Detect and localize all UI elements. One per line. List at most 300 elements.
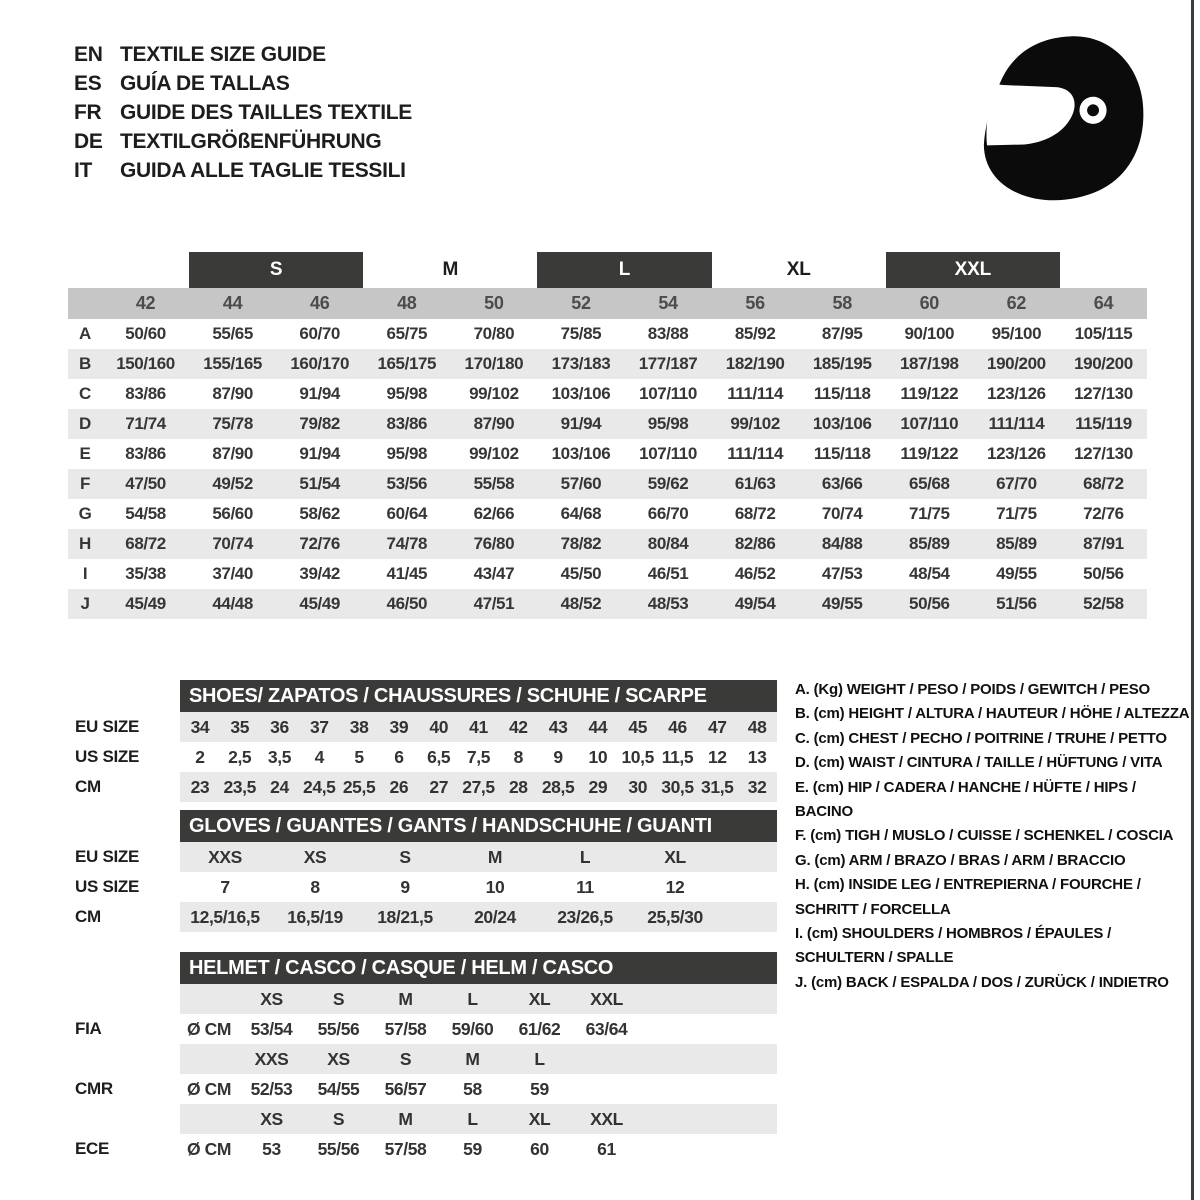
size-cell: 37/40 <box>212 564 253 583</box>
size-cell: 39/42 <box>299 564 340 583</box>
size-cell: 65/68 <box>909 474 950 493</box>
value-cell: 16,5/19 <box>287 906 343 927</box>
row-label-cmr: CMR <box>75 1079 113 1098</box>
value-cell: 10,5 <box>621 746 654 767</box>
size-cell: 56/60 <box>212 504 253 523</box>
value-cell: 6 <box>394 746 404 767</box>
size-cell: 70/74 <box>821 504 863 523</box>
value-cell: 31,5 <box>701 776 734 797</box>
helmet-cell: 58 <box>463 1078 482 1099</box>
size-cell: 35/38 <box>125 564 166 583</box>
size-cell: 85/92 <box>734 324 776 343</box>
language-title: TEXTILE SIZE GUIDE <box>120 42 326 66</box>
size-cell: 57/60 <box>560 474 602 493</box>
row-label-J: J <box>80 594 90 613</box>
value-cell: XXS <box>208 846 242 867</box>
size-cell: 48/52 <box>560 594 602 613</box>
size-cell: 46/50 <box>386 594 428 613</box>
size-cell: 87/90 <box>212 444 253 463</box>
helmet-size-label: XL <box>528 988 551 1009</box>
helmet-size-label: L <box>467 1108 478 1129</box>
value-cell: 37 <box>309 716 329 737</box>
legend-item-G: G. (cm) ARM / BRAZO / BRAS / ARM / BRACCIO <box>795 851 1126 869</box>
helmet-size-label: XXL <box>590 988 623 1009</box>
size-cell: 70/74 <box>212 534 253 553</box>
table-row <box>75 742 777 772</box>
measurement-row-B <box>68 349 1147 379</box>
value-cell: 30,5 <box>661 776 694 797</box>
helmet-cell: 61/62 <box>518 1018 561 1039</box>
size-cell: 72/76 <box>299 534 340 553</box>
size-cell: 107/110 <box>900 414 959 433</box>
size-cell: 66/70 <box>647 504 689 523</box>
measurement-row-H <box>68 529 1147 559</box>
size-cell: 51/56 <box>996 594 1037 613</box>
size-cell: 185/195 <box>812 354 872 373</box>
helmet-cell: 59 <box>463 1138 482 1159</box>
corner-cell <box>68 288 102 319</box>
helmet-cell: 59 <box>530 1078 549 1099</box>
measurement-row-D <box>68 409 1147 439</box>
size-cell: 59/62 <box>647 474 689 493</box>
language-code: FR <box>74 100 102 124</box>
legend-item-J: J. (cm) BACK / ESPALDA / DOS / ZURÜCK / INDIETRO <box>795 973 1169 991</box>
size-cell: 173/183 <box>551 354 611 373</box>
language-title: GUÍA DE TALLAS <box>120 71 290 95</box>
size-cell: 84/88 <box>821 534 863 553</box>
value-cell: 23 <box>190 776 210 797</box>
language-code: EN <box>74 42 103 66</box>
size-cell: 190/200 <box>1074 354 1133 373</box>
helmet-size-label: XXS <box>254 1048 289 1069</box>
value-cell: 40 <box>429 716 449 737</box>
value-cell: 23/26,5 <box>557 906 613 927</box>
size-column-52: 52 <box>571 293 591 313</box>
diameter-unit-label: Ø CM <box>186 1078 232 1099</box>
value-cell: 7 <box>220 876 230 897</box>
table-row <box>75 872 777 902</box>
value-cell: 3,5 <box>267 746 292 767</box>
helmet-value-row <box>75 1134 777 1164</box>
helmet-size-label: XS <box>327 1048 350 1069</box>
value-cell: 12 <box>707 746 727 767</box>
measurement-row-J <box>68 589 1147 619</box>
value-cell: 9 <box>553 746 563 767</box>
size-column-42: 42 <box>135 293 156 313</box>
size-cell: 41/45 <box>386 564 428 583</box>
size-cell: 190/200 <box>987 354 1046 373</box>
value-cell: S <box>399 846 411 867</box>
size-cell: 70/80 <box>473 324 515 343</box>
size-cell: 67/70 <box>996 474 1037 493</box>
size-column-64: 64 <box>1093 293 1114 313</box>
row-label-eu-size: EU SIZE <box>75 847 140 866</box>
row-label-A: A <box>79 324 91 343</box>
row-label-empty <box>75 984 180 1014</box>
size-cell: 61/63 <box>734 474 776 493</box>
size-cell: 53/56 <box>386 474 428 493</box>
value-cell: M <box>487 846 503 867</box>
size-cell: 83/86 <box>125 444 166 463</box>
value-cell: 42 <box>508 716 528 737</box>
legend-item-H: H. (cm) INSIDE LEG / ENTREPIERNA / FOURCHE / <box>795 876 1141 894</box>
measurement-row-G <box>68 499 1147 529</box>
size-cell: 76/80 <box>473 534 515 553</box>
row-label-E: E <box>79 444 91 463</box>
helmet-values <box>180 1074 777 1104</box>
helmet-size-labels <box>180 984 777 1014</box>
value-cell: 12,5/16,5 <box>190 906 260 927</box>
row-label-us-size: US SIZE <box>75 747 140 766</box>
size-cell: 82/86 <box>734 534 776 553</box>
size-cell: 50/60 <box>125 324 166 343</box>
size-cell: 49/55 <box>821 594 863 613</box>
unit-spacer <box>180 1049 238 1070</box>
size-cell: 45/50 <box>560 564 602 583</box>
size-cell: 85/89 <box>996 534 1037 553</box>
helmet-size-label: XS <box>260 988 283 1009</box>
size-column-46: 46 <box>309 293 330 313</box>
size-cell: 187/198 <box>899 354 959 373</box>
value-cell: 34 <box>190 716 210 737</box>
row-label-cm: CM <box>75 777 101 796</box>
value-cell: 9 <box>400 876 410 897</box>
size-cell: 91/94 <box>560 414 602 433</box>
size-cell: 150/160 <box>116 354 175 373</box>
helmet-cell: 63/64 <box>585 1018 628 1039</box>
size-cell: 50/56 <box>1083 564 1124 583</box>
size-cell: 48/54 <box>909 564 950 583</box>
size-columns-row <box>68 288 1147 319</box>
helmet-size-label: M <box>398 1108 413 1129</box>
table-row <box>75 902 777 932</box>
helmet-size-label: S <box>399 1048 412 1069</box>
size-cell: 115/118 <box>813 444 871 463</box>
language-title: GUIDA ALLE TAGLIE TESSILI <box>120 158 406 182</box>
helmet-size-label: L <box>534 1048 545 1069</box>
size-column-56: 56 <box>745 293 765 313</box>
value-cell: 10 <box>588 746 608 767</box>
value-cell: 26 <box>389 776 409 797</box>
size-cell: 45/49 <box>125 594 166 613</box>
size-cell: 58/62 <box>299 504 340 523</box>
size-group-L: L <box>537 252 711 288</box>
helmet-cell: 53/54 <box>250 1018 293 1039</box>
row-values <box>180 842 777 872</box>
size-cell: 119/122 <box>900 444 959 463</box>
size-cell: 71/75 <box>996 504 1037 523</box>
size-cell: 47/51 <box>473 594 515 613</box>
size-cell: 115/119 <box>1075 414 1132 433</box>
language-code: IT <box>74 158 93 182</box>
value-cell: 12 <box>665 876 685 897</box>
size-cell: 68/72 <box>734 504 776 523</box>
legend-item-C: C. (cm) CHEST / PECHO / POITRINE / TRUHE / PETTO <box>795 729 1167 747</box>
measurement-row-C <box>68 379 1147 409</box>
value-cell: 43 <box>548 716 568 737</box>
value-cell: 23,5 <box>223 776 256 797</box>
size-column-44: 44 <box>222 293 243 313</box>
helmet-cell: 60 <box>530 1138 549 1159</box>
value-cell: 25,5 <box>342 776 376 797</box>
size-cell: 165/175 <box>377 354 437 373</box>
legend-item-D: D. (cm) WAIST / CINTURA / TAILLE / HÜFTUNG / VITA <box>795 754 1163 772</box>
helmet-size-header-row <box>75 1104 777 1134</box>
measurement-row-I <box>68 559 1147 589</box>
value-cell: 44 <box>588 716 608 737</box>
value-cell: 25,5/30 <box>647 906 703 927</box>
row-label-empty <box>75 1044 180 1074</box>
row-label-eu-size: EU SIZE <box>75 717 140 736</box>
measurement-row-F <box>68 469 1147 499</box>
size-cell: 123/126 <box>987 444 1046 463</box>
value-cell: 27 <box>429 776 449 797</box>
size-cell: 105/115 <box>1074 324 1133 343</box>
helmet-table-title: HELMET / CASCO / CASQUE / HELM / CASCO <box>180 952 777 984</box>
helmet-values <box>180 1134 777 1164</box>
helmet-size-label: XS <box>260 1108 283 1129</box>
helmet-cell: 55/56 <box>317 1018 360 1039</box>
helmet-cell: 54/55 <box>317 1078 360 1099</box>
size-cell: 95/100 <box>991 324 1042 343</box>
language-row <box>74 98 412 127</box>
language-title: GUIDE DES TAILLES TEXTILE <box>120 100 412 124</box>
gloves-size-table <box>75 810 777 932</box>
unit-spacer <box>180 989 238 1010</box>
row-values <box>180 772 777 802</box>
size-cell: 55/65 <box>212 324 253 343</box>
size-cell: 95/98 <box>647 414 689 433</box>
size-cell: 50/56 <box>909 594 950 613</box>
row-values <box>180 742 777 772</box>
helmet-size-label: XL <box>528 1108 551 1129</box>
helmet-cell: 52/53 <box>250 1078 293 1099</box>
size-cell: 103/106 <box>551 384 611 403</box>
textile-size-table <box>68 252 1147 619</box>
value-cell: 2,5 <box>228 746 252 767</box>
size-cell: 127/130 <box>1074 384 1133 403</box>
helmet-size-header-row <box>75 1044 777 1074</box>
size-cell: 99/102 <box>469 384 519 403</box>
size-cell: 182/190 <box>725 354 785 373</box>
size-cell: 85/89 <box>909 534 950 553</box>
size-cell: 91/94 <box>299 384 340 403</box>
row-label-ece: ECE <box>75 1139 110 1158</box>
language-row <box>74 156 412 185</box>
size-cell: 83/88 <box>647 324 689 343</box>
legend-item-I-cont: SCHULTERN / SPALLE <box>795 949 954 967</box>
helmet-size-header-row <box>75 984 777 1014</box>
size-cell: 87/90 <box>212 384 253 403</box>
helmet-values <box>180 1014 777 1044</box>
helmet-size-labels <box>180 1104 777 1134</box>
size-cell: 111/114 <box>727 384 784 403</box>
size-group-row <box>68 252 1147 288</box>
size-cell: 160/170 <box>290 354 350 373</box>
size-group-M: M <box>442 259 459 280</box>
shoes-size-table <box>75 680 777 802</box>
value-cell: 35 <box>230 716 250 737</box>
row-label-D: D <box>79 414 91 433</box>
helmet-size-label: S <box>332 1108 345 1129</box>
language-code: ES <box>74 71 102 95</box>
value-cell: XL <box>664 846 686 867</box>
row-label-B: B <box>79 354 91 373</box>
size-cell: 83/86 <box>386 414 428 433</box>
helmet-size-table <box>75 952 777 1164</box>
size-cell: 115/118 <box>813 384 871 403</box>
size-cell: 155/165 <box>203 354 262 373</box>
size-cell: 87/95 <box>821 324 863 343</box>
size-cell: 91/94 <box>299 444 340 463</box>
value-cell: 24 <box>270 776 289 797</box>
row-label-F: F <box>80 474 90 493</box>
value-cell: 24,5 <box>303 776 336 797</box>
size-cell: 64/68 <box>560 504 602 523</box>
size-cell: 68/72 <box>1083 474 1124 493</box>
size-cell: 47/50 <box>125 474 166 493</box>
row-label-H: H <box>79 534 91 553</box>
value-cell: 29 <box>588 776 608 797</box>
measurement-row-E <box>68 439 1147 469</box>
size-cell: 71/75 <box>909 504 950 523</box>
size-cell: 75/85 <box>560 324 602 343</box>
helmet-cell: 56/57 <box>384 1078 427 1099</box>
size-cell: 45/49 <box>299 594 340 613</box>
size-cell: 44/48 <box>212 594 253 613</box>
size-cell: 68/72 <box>125 534 166 553</box>
helmet-size-labels <box>180 1044 777 1074</box>
size-cell: 99/102 <box>469 444 519 463</box>
value-cell: 6,5 <box>427 746 451 767</box>
language-row <box>74 127 412 156</box>
size-cell: 123/126 <box>987 384 1046 403</box>
size-cell: 83/86 <box>125 384 166 403</box>
size-cell: 95/98 <box>386 384 428 403</box>
measurement-row-A <box>68 319 1147 349</box>
value-cell: XS <box>303 846 327 867</box>
size-group-XXL: XXL <box>886 252 1060 288</box>
table-row <box>75 712 777 742</box>
shoes-table-title: SHOES/ ZAPATOS / CHAUSSURES / SCHUHE / SCARPE <box>180 680 777 712</box>
value-cell: 32 <box>747 776 767 797</box>
size-cell: 65/75 <box>386 324 428 343</box>
size-cell: 49/52 <box>212 474 253 493</box>
value-cell: 30 <box>628 776 648 797</box>
size-column-50: 50 <box>484 293 504 313</box>
helmet-cell: 57/58 <box>384 1138 427 1159</box>
helmet-value-row <box>75 1014 777 1044</box>
row-values <box>180 872 777 902</box>
size-column-54: 54 <box>658 293 678 313</box>
size-column-62: 62 <box>1006 293 1027 313</box>
size-column-48: 48 <box>397 293 417 313</box>
size-cell: 55/58 <box>473 474 515 493</box>
value-cell: 46 <box>668 716 687 737</box>
helmet-cell: 61 <box>597 1138 616 1159</box>
value-cell: 28 <box>508 776 528 797</box>
size-cell: 170/180 <box>464 354 524 373</box>
legend-item-A: A. (Kg) WEIGHT / PESO / POIDS / GEWITCH / PESO <box>795 681 1150 698</box>
helmet-cell: 59/60 <box>451 1018 494 1039</box>
helmet-size-label: M <box>398 988 413 1009</box>
size-cell: 63/66 <box>821 474 863 493</box>
helmet-cell: 57/58 <box>384 1018 427 1039</box>
value-cell: 39 <box>389 716 409 737</box>
size-cell: 78/82 <box>560 534 602 553</box>
size-cell: 111/114 <box>727 444 784 463</box>
size-cell: 107/110 <box>639 384 697 403</box>
value-cell: 8 <box>310 876 320 897</box>
row-values <box>180 902 777 932</box>
value-cell: L <box>579 846 591 867</box>
size-cell: 49/54 <box>734 594 776 613</box>
row-label-C: C <box>79 384 91 403</box>
value-cell: 2 <box>195 746 205 767</box>
value-cell: 10 <box>485 876 505 897</box>
size-cell: 103/106 <box>551 444 611 463</box>
size-group-XL: XL <box>786 259 811 280</box>
value-cell: 4 <box>314 746 324 767</box>
row-label-cm: CM <box>75 907 101 926</box>
size-group-S: S <box>189 252 363 288</box>
value-cell: 11,5 <box>661 746 694 767</box>
size-cell: 48/53 <box>647 594 689 613</box>
size-cell: 43/47 <box>473 564 515 583</box>
size-cell: 54/58 <box>125 504 166 523</box>
size-cell: 103/106 <box>812 414 872 433</box>
value-cell: 8 <box>513 746 523 767</box>
language-title: TEXTILGRÖßENFÜHRUNG <box>120 129 382 153</box>
unit-spacer <box>180 1109 238 1130</box>
value-cell: 41 <box>469 716 488 737</box>
value-cell: 38 <box>349 716 369 737</box>
gloves-table-title: GLOVES / GUANTES / GANTS / HANDSCHUHE / GUANTI <box>180 810 777 842</box>
size-cell: 80/84 <box>647 534 689 553</box>
size-cell: 177/187 <box>638 354 698 373</box>
size-cell: 72/76 <box>1083 504 1124 523</box>
value-cell: 45 <box>628 716 648 737</box>
size-cell: 119/122 <box>900 384 959 403</box>
size-cell: 75/78 <box>212 414 253 433</box>
helmet-size-label: XXL <box>590 1108 623 1129</box>
row-label-G: G <box>78 504 92 523</box>
legend-item-I: I. (cm) SHOULDERS / HOMBROS / ÉPAULES / <box>795 925 1112 943</box>
size-cell: 51/54 <box>299 474 340 493</box>
legend-item-H-cont: SCHRITT / FORCELLA <box>795 900 951 918</box>
helmet-size-label: S <box>332 988 345 1009</box>
size-cell: 49/55 <box>996 564 1037 583</box>
value-cell: 47 <box>707 716 727 737</box>
value-cell: 20/24 <box>474 906 516 927</box>
value-cell: 18/21,5 <box>377 906 433 927</box>
value-cell: 27,5 <box>462 776 495 797</box>
language-title-list <box>74 40 412 185</box>
value-cell: 48 <box>747 716 767 737</box>
value-cell: 36 <box>270 716 289 737</box>
size-cell: 95/98 <box>386 444 428 463</box>
value-cell: 5 <box>354 746 364 767</box>
table-row <box>75 772 777 802</box>
size-cell: 52/58 <box>1083 594 1124 613</box>
size-column-58: 58 <box>832 293 852 313</box>
size-cell: 46/52 <box>734 564 776 583</box>
size-cell: 79/82 <box>299 414 340 433</box>
value-cell: 11 <box>576 876 594 897</box>
helmet-icon <box>975 28 1160 218</box>
size-cell: 46/51 <box>647 564 689 583</box>
size-cell: 127/130 <box>1074 444 1133 463</box>
